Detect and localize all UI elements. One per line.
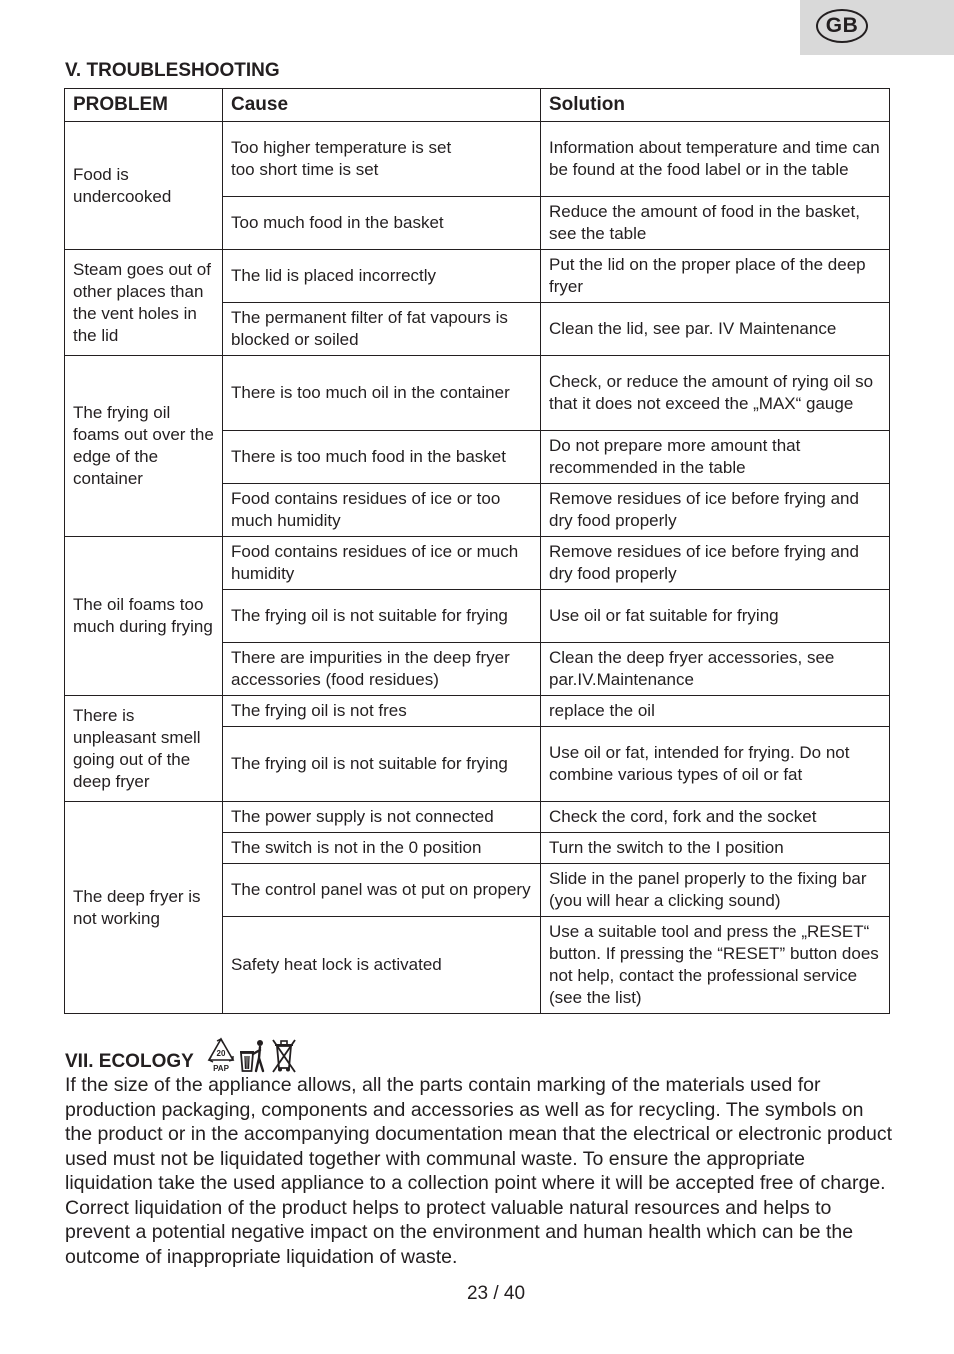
language-badge: GB [816, 9, 868, 43]
problem-cell: Food is undercooked [65, 122, 223, 250]
column-header-problem: PROBLEM [65, 89, 223, 122]
cause-cell: Food contains residues of ice or much humidity [223, 537, 541, 590]
table-row [65, 802, 890, 833]
ecology-title: VII. ECOLOGY [65, 1051, 194, 1072]
ecology-heading [65, 1034, 298, 1074]
problem-cell: The frying oil foams out over the edge of the container [65, 356, 223, 537]
solution-cell: Use a suitable tool and press the „RESET“ button. If pressing the “RESET” button does not help, contact the professional service (see the list) [541, 917, 890, 1014]
column-header-cause: Cause [223, 89, 541, 122]
problem-cell: There is unpleasant smell going out of the deep fryer [65, 696, 223, 802]
cause-cell: Too much food in the basket [223, 197, 541, 250]
troubleshooting-table [64, 88, 890, 1014]
cause-cell: Too higher temperature is set too short time is set [223, 122, 541, 197]
solution-cell: Turn the switch to the I position [541, 833, 890, 864]
problem-cell: Steam goes out of other places than the vent holes in the lid [65, 250, 223, 356]
column-header-solution: Solution [541, 89, 890, 122]
solution-cell: Put the lid on the proper place of the deep fryer [541, 250, 890, 303]
solution-cell: Remove residues of ice before frying and dry food properly [541, 484, 890, 537]
solution-cell: Reduce the amount of food in the basket, see the table [541, 197, 890, 250]
troubleshooting-title: V. TROUBLESHOOTING [65, 60, 280, 81]
cause-cell: The frying oil is not fres [223, 696, 541, 727]
cause-cell: The switch is not in the 0 position [223, 833, 541, 864]
table-row [65, 122, 890, 197]
solution-cell: Check, or reduce the amount of rying oil so that it does not exceed the „MAX“ gauge [541, 356, 890, 431]
cause-cell: There is too much food in the basket [223, 431, 541, 484]
solution-cell: Clean the deep fryer accessories, see par.IV.Maintenance [541, 643, 890, 696]
page-number: 23 / 40 [466, 1283, 526, 1304]
cause-cell: There is too much oil in the container [223, 356, 541, 431]
table-body [65, 122, 890, 1014]
cause-cell: There are impurities in the deep fryer accessories (food residues) [223, 643, 541, 696]
cause-cell: The power supply is not connected [223, 802, 541, 833]
ecology-icons [206, 1036, 298, 1074]
solution-cell: Use oil or fat, intended for frying. Do not combine various types of oil or fat [541, 727, 890, 802]
recycling-paper-icon [206, 1036, 236, 1074]
solution-cell: Slide in the panel properly to the fixing bar (you will hear a clicking sound) [541, 864, 890, 917]
cause-cell: Food contains residues of ice or too much humidity [223, 484, 541, 537]
cause-cell: The frying oil is not suitable for frying [223, 590, 541, 643]
language-tab [800, 0, 954, 55]
solution-cell: Check the cord, fork and the socket [541, 802, 890, 833]
svg-text:PAP: PAP [212, 1064, 229, 1073]
cause-cell: The permanent filter of fat vapours is blocked or soiled [223, 303, 541, 356]
solution-cell: Clean the lid, see par. IV Maintenance [541, 303, 890, 356]
solution-cell: replace the oil [541, 696, 890, 727]
cause-cell: The frying oil is not suitable for frying [223, 727, 541, 802]
table-row [65, 356, 890, 431]
svg-text:20: 20 [216, 1049, 226, 1058]
ecology-paragraph: If the size of the appliance allows, all the parts contain marking of the materials used for production packaging, components and accessories as well as for recycling. The symbols on the product or in the accompanying documentation mean that the electrical or electronic product used must not be liquidated together with communal waste. To ensure the appropriate liquidation take the used appliance to a collection point where it will be accepted free of charge. Correct liquidation of the product helps to protect valuable natural resources and helps to prevent a potential negative impact on the environment and human health which can be the outcome of inappropriate liquidation of waste. [65, 1074, 893, 1268]
cause-cell: Safety heat lock is activated [223, 917, 541, 1014]
table-row [65, 250, 890, 303]
problem-cell: The deep fryer is not working [65, 802, 223, 1014]
waste-bin-person-icon [238, 1038, 268, 1074]
solution-cell: Do not prepare more amount that recommended in the table [541, 431, 890, 484]
table-row [65, 696, 890, 727]
crossed-bin-icon [270, 1038, 298, 1074]
problem-cell: The oil foams too much during frying [65, 537, 223, 696]
solution-cell: Use oil or fat suitable for frying [541, 590, 890, 643]
cause-cell: The control panel was ot put on propery [223, 864, 541, 917]
solution-cell: Information about temperature and time can be found at the food label or in the table [541, 122, 890, 197]
cause-cell: The lid is placed incorrectly [223, 250, 541, 303]
table-header-row [65, 89, 890, 122]
table-row [65, 537, 890, 590]
solution-cell: Remove residues of ice before frying and dry food properly [541, 537, 890, 590]
